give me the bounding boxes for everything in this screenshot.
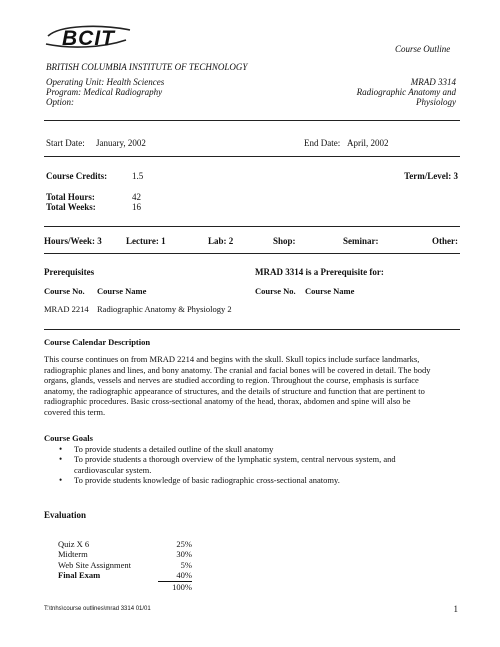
evaluation-label: Final Exam [58, 570, 101, 581]
total-hours-label: Total Hours: [46, 192, 95, 202]
footer-path: T:\tnhs\course outlines\mrad 3314 01/01 [44, 606, 151, 612]
evaluation-total-spacer [58, 581, 158, 592]
evaluation-heading: Evaluation [44, 510, 87, 520]
goals-heading: Course Goals [44, 433, 93, 443]
total-weeks-label: Total Weeks: [46, 202, 96, 212]
total-hours-value: 42 [132, 192, 141, 202]
evaluation-row [58, 560, 192, 570]
evaluation-row [58, 539, 192, 549]
prereq-row-course-name: Radiographic Anatomy & Physiology 2 [97, 304, 232, 314]
evaluation-total-row [58, 581, 192, 592]
bullet-icon: • [59, 475, 63, 486]
start-date-value: January, 2002 [96, 138, 146, 148]
evaluation-total: 100% [158, 581, 192, 592]
evaluation-value: 5% [180, 559, 192, 570]
evaluation-row [58, 549, 192, 559]
description-line: organs, glands, vessels and nerves are studied according to region. Throughout the course, emphasis is surface [44, 375, 419, 386]
logo-text: BCIT [62, 27, 115, 50]
bcit-logo [40, 22, 136, 52]
page-number: 1 [453, 604, 458, 614]
prereq-col-course-name: Course Name [97, 286, 147, 296]
lab-hours: Lab: 2 [208, 236, 234, 246]
divider [44, 226, 460, 227]
prereq-col-course-no: Course No. [44, 286, 85, 296]
seminar-hours: Seminar: [343, 236, 379, 246]
bullet-icon: • [59, 454, 63, 465]
other-hours: Other: [432, 236, 458, 246]
institute-name: BRITISH COLUMBIA INSTITUTE OF TECHNOLOGY [46, 62, 248, 72]
goal-line: To provide students a detailed outline of the skull anatomy [74, 444, 274, 454]
description-line: radiographic planes and lines, and bony anatomy. The cranial and facial bones will be covered in detail. The body [44, 364, 431, 375]
prereq-for-col-course-name: Course Name [305, 286, 355, 296]
goal-line: To provide students knowledge of basic radiographic cross-sectional anatomy. [74, 475, 340, 486]
evaluation-value: 25% [176, 539, 192, 549]
end-date-label: End Date: [304, 138, 341, 148]
total-weeks-value: 16 [132, 202, 141, 212]
evaluation-row [58, 570, 192, 581]
prereq-for-col-course-no: Course No. [255, 286, 296, 296]
goal-item [58, 454, 396, 475]
course-code: MRAD 3314 [410, 77, 456, 87]
end-date-value: April, 2002 [347, 138, 389, 148]
goal-line: cardiovascular system. [74, 464, 152, 475]
course-credits-label: Course Credits: [46, 171, 108, 181]
goal-item [58, 444, 396, 454]
lecture-hours: Lecture: 1 [126, 236, 166, 246]
description-line: radiographic procedures. Basic cross-sectional anatomy of the head, thorax, abdomen and spine will also be [44, 396, 411, 407]
description-line: anatomy, the radiographic appearance of structures, and the details of structure and function that are pertinent to [44, 385, 425, 396]
evaluation-label: Quiz X 6 [58, 539, 90, 549]
divider [44, 156, 460, 157]
course-title-line-2: Physiology [416, 97, 456, 107]
start-date-label: Start Date: [46, 138, 85, 148]
bullet-icon: • [59, 444, 63, 454]
course-credits-value: 1.5 [132, 171, 144, 181]
course-title-line-1: Radiographic Anatomy and [356, 87, 456, 97]
prereq-row-course-no: MRAD 2214 [44, 304, 89, 314]
goals-list [58, 444, 396, 486]
evaluation-label: Web Site Assignment [58, 559, 131, 570]
evaluation-label: Midterm [58, 549, 88, 560]
shop-hours: Shop: [273, 236, 296, 246]
term-level: Term/Level: 3 [404, 171, 458, 181]
hours-per-week: Hours/Week: 3 [44, 236, 102, 246]
option: Option: [46, 97, 74, 107]
evaluation-value: 30% [176, 549, 192, 560]
divider [44, 253, 460, 254]
prerequisite-for-heading: MRAD 3314 is a Prerequisite for: [255, 267, 384, 277]
operating-unit: Operating Unit: Health Sciences [46, 77, 165, 87]
description-line: This course continues on from MRAD 2214 and begins with the skull. Skull topics include surface landmarks, [44, 354, 420, 364]
prerequisites-heading: Prerequisites [44, 267, 95, 277]
description-text [44, 354, 430, 418]
program: Program: Medical Radiography [46, 87, 163, 97]
doc-type: Course Outline [395, 44, 451, 54]
goal-item [58, 475, 396, 485]
goal-line: To provide students a thorough overview of the lymphatic system, central nervous system, and [74, 454, 396, 465]
divider [44, 120, 460, 121]
divider [44, 329, 460, 330]
description-line: covered this term. [44, 406, 106, 417]
description-heading: Course Calendar Description [44, 337, 151, 347]
evaluation-table [58, 539, 192, 592]
evaluation-value: 40% [176, 570, 192, 581]
